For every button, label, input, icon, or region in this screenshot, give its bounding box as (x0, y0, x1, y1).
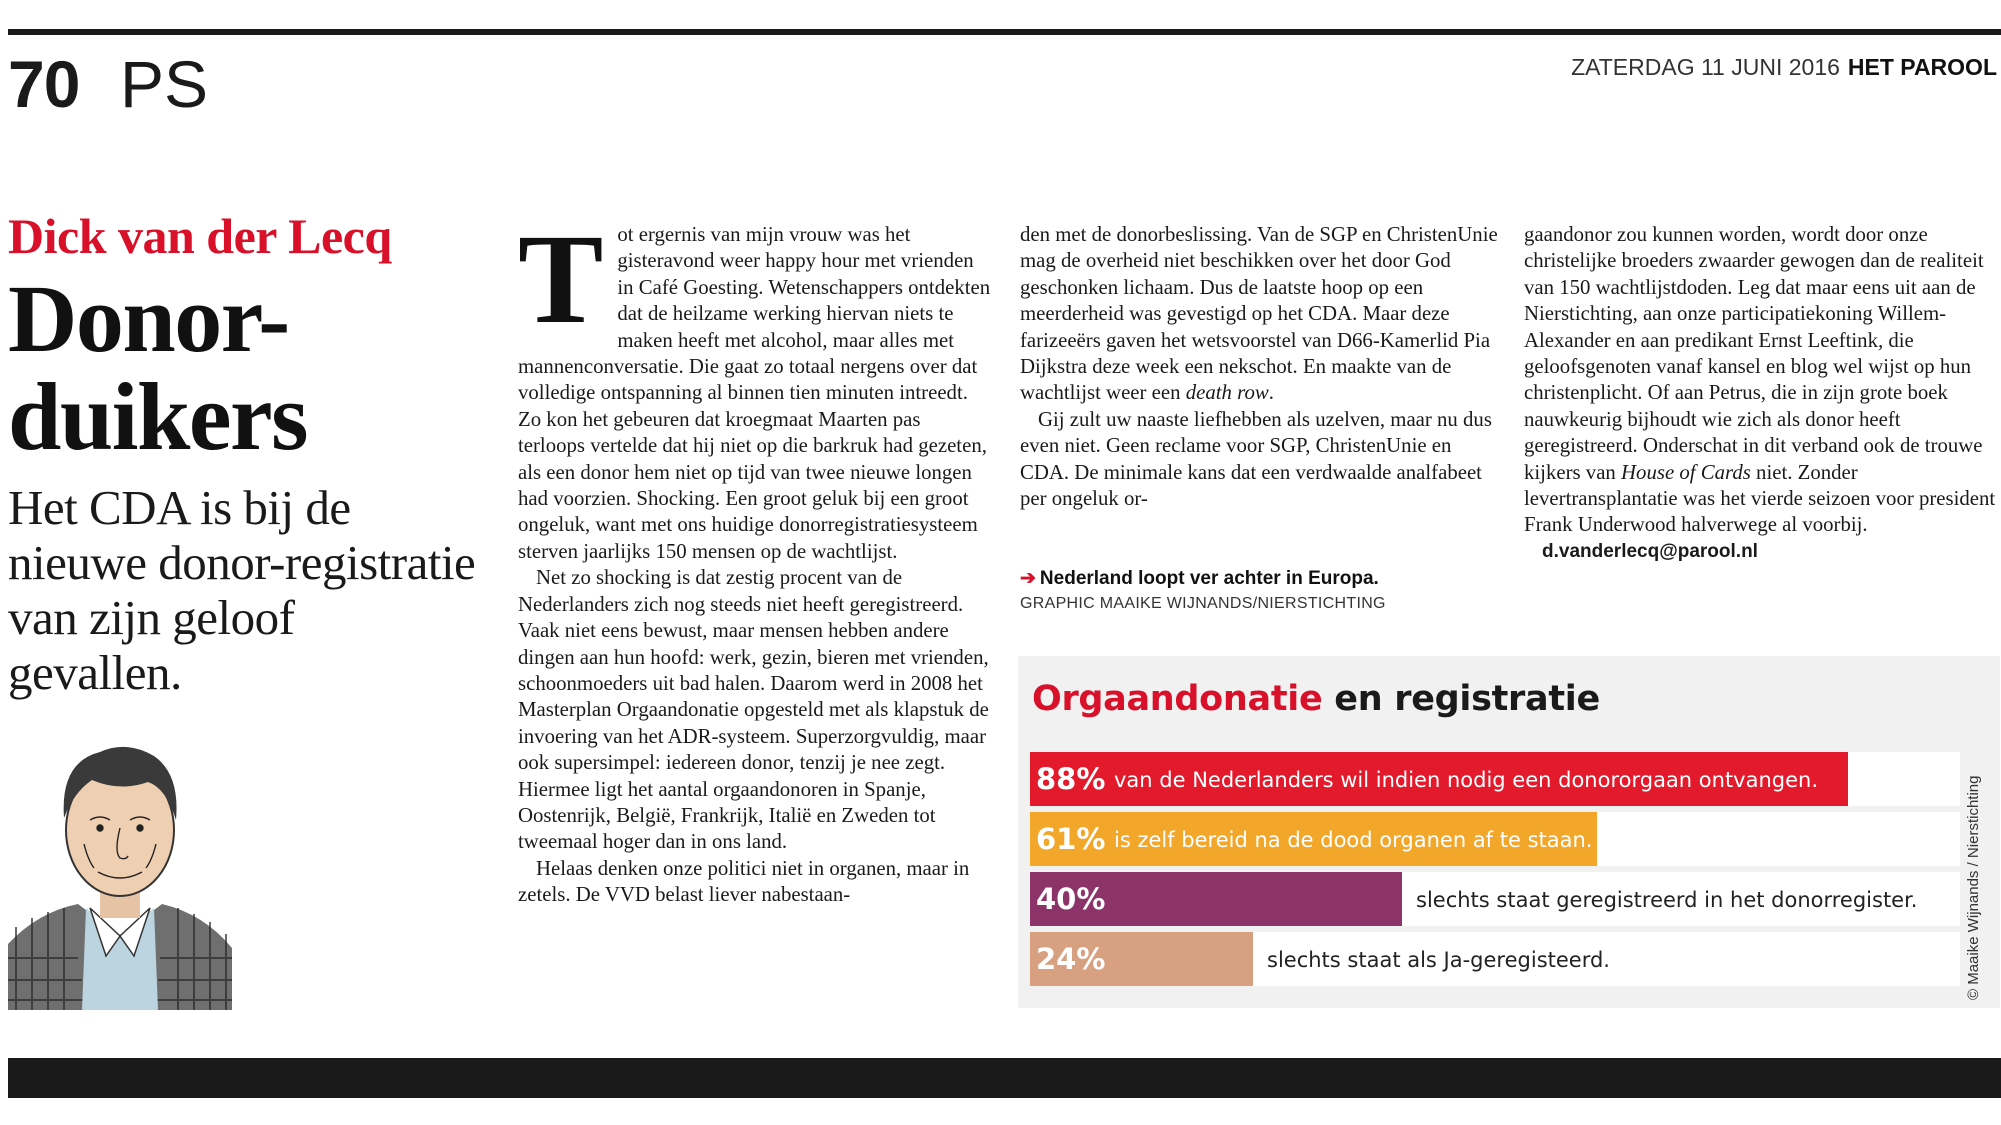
bottom-band (8, 1058, 2001, 1098)
bar-description: is zelf bereid na de dood organen af te staan. (1114, 828, 1593, 852)
author-name: Dick van der Lecq (8, 208, 392, 264)
newspaper-name: HET PAROOL (1847, 54, 1997, 80)
graphic-caption (1020, 566, 1500, 616)
paragraph: Gij zult uw naaste liefhebben als uzelven, maar nu dus even niet. Geen reclame voor SGP, ChristenUnie en CDA. De minimale kans dat een verdwaalde analfabeet per ongeluk or- (1020, 407, 1492, 511)
graphic-caption-text: Nederland loopt ver achter in Europa. (1039, 568, 1379, 589)
chart-title-rest: en registratie (1322, 679, 1600, 719)
paragraph-text: niet. Zonder levertransplantatie was het vierde seizoen voor president Frank Underwood halverwege al voorbij. (1524, 460, 1996, 537)
bar-description: van de Nederlanders wil indien nodig een donororgaan ontvangen. (1114, 768, 1819, 792)
issue-date: ZATERDAG 11 JUNI 2016 (1571, 54, 1840, 80)
headline-line-1: Donor- (8, 265, 289, 372)
bar-description: slechts staat geregistreerd in het donorregister. (1416, 888, 1918, 912)
bar-value-label: 88% (1036, 762, 1106, 796)
emphasis-text: House of Cards (1621, 460, 1751, 484)
graphic-caption-title (1020, 566, 1500, 592)
drop-cap: T (518, 208, 604, 350)
article-column-1 (518, 208, 992, 909)
paragraph (1020, 222, 1498, 407)
chart-title-accent: Orgaandonatie (1032, 679, 1323, 719)
paragraph-text: den met de donorbeslissing. Van de SGP en ChristenUnie mag de overheid niet beschikken over het door God geschonken lichaam. Dus de laatste hoop op een meerderheid was gevestigd op het CDA. Maar deze farizeeërs gaven het wetsvoorstel van D66-Kamerlid Pia Dijkstra deze week een nekschot. En maakte van de wachtlijst weer een (1020, 223, 1498, 405)
top-rule (8, 29, 2001, 35)
section-name: PS (120, 47, 209, 121)
article-column-3 (1524, 222, 2000, 565)
headline-line-2: duikers (8, 363, 307, 470)
bar-description: slechts staat als Ja-geregisteerd. (1267, 948, 1610, 972)
author-portrait-illustration (8, 722, 232, 1010)
dateline (1571, 52, 1997, 82)
paragraph-text: ot ergernis van mijn vrouw was het gisteravond weer happy hour met vrienden in Café Goesting. Wetenschappers ontdekten dat de heilzame werking hiervan niets te maken heeft met alcohol, maar alles met mannenconversatie. Die gaat zo totaal nergens over dat volledige ontspanning al binnen tien minuten intreedt. Zo kon het gebeuren dat kroegmaat Maarten pas terloops vertelde dat hij niet op die barkruk had gezeten, als een donor hem niet op tijd van twee nieuwe longen had voorzien. Shocking. Een groot geluk bij een groot ongeluk, want met ons huidige donorregistratiesysteem sterven jaarlijks 150 mensen op de wachtlijst. (518, 223, 991, 563)
bar-value-label: 61% (1036, 822, 1106, 856)
bar-value-label: 40% (1036, 882, 1106, 916)
paragraph: Net zo shocking is dat zestig procent van de Nederlanders zich nog steeds niet heeft geregistreerd. Vaak niet eens bewust, maar mensen hebben andere dingen aan hun hoofd: werk, gezin, bieren met vrienden, schoonmoeders uit bad halen. Daarom werd in 2008 het Masterplan Orgaandonatie opgesteld met als klapstuk de invoering van het ADR-systeem. Superzorgvuldig, maar ook supersimpel: iedereen donor, tenzij je nee zegt. Hiermee ligt het aantal orgaandonoren in Spanje, Oostenrijk, België, Frankrijk, Italië en Zweden tot tweemaal hoger dan in ons land. (518, 566, 989, 854)
chart-credit: © Maaike Wijnands / Nierstichting (1965, 775, 1982, 1000)
chart-title (1032, 676, 1600, 722)
paragraph: Helaas denken onze politici niet in organen, maar in zetels. De VVD belast liever nabestaan- (518, 856, 970, 907)
paragraph-text: gaandonor zou kunnen worden, wordt door onze christelijke broeders zwaarder gewogen dan de realiteit van 150 wachtlijstdoden. Leg dat maar eens uit aan de Nierstichting, aan onze participatiekoning Willem-Alexander en aan predikant Ernst Leeftink, die geloofsgenoten vanaf kansel en blog wel wijst op hun christenplicht. Of aan Petrus, die in zijn grote boek nauwkeurig bijhoudt wie zich als donor heeft geregistreerd. Onderschat in dit verband ook de trouwe kijkers van (1524, 223, 1984, 484)
paragraph-text: . (1268, 381, 1274, 405)
author-email[interactable]: d.vanderlecq@parool.nl (1542, 540, 1758, 562)
article-column-2 (1020, 222, 1498, 512)
page-number: 70 (8, 47, 80, 121)
paragraph (1524, 222, 2000, 539)
deck-text: Het CDA is bij de nieuwe donor-registratie van zijn geloof gevallen. (8, 480, 476, 700)
arrow-right-icon: ➔ (1020, 568, 1036, 589)
emphasis-text: death row (1185, 381, 1269, 405)
headline (8, 265, 468, 470)
bar-value-label: 24% (1036, 942, 1106, 976)
bar-chart (1030, 752, 1960, 994)
graphic-credit: GRAPHIC MAAIKE WIJNANDS/NIERSTICHTING (1020, 595, 1386, 612)
